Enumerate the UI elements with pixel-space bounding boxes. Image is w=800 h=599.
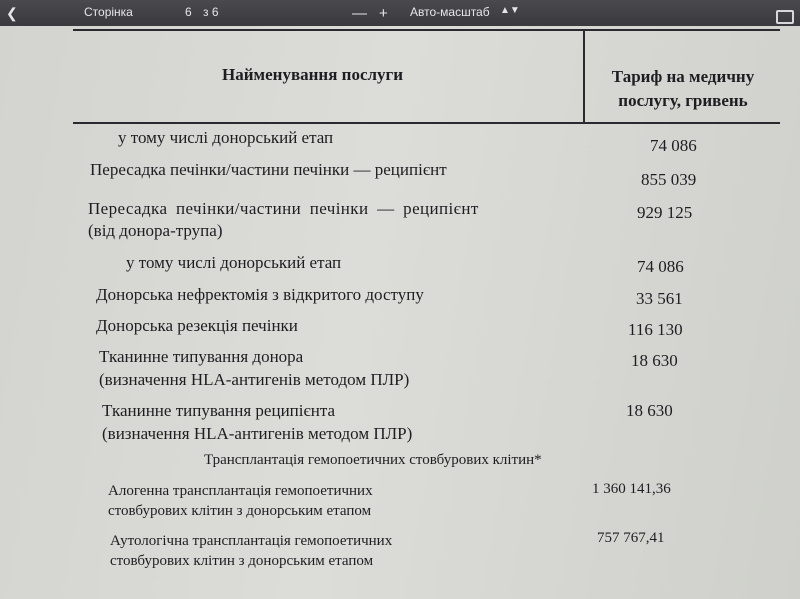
table-row-name: Донорська нефректомія з відкритого доступу [96,285,424,304]
header-tariff-line1: Тариф на медичну [611,67,755,86]
table-row-name: Пересадка печінки/частини печінки — реципієнт [90,160,447,179]
table-row-value: 74 086 [637,257,684,276]
table-row-value: 18 630 [626,401,673,420]
table-row-value: 116 130 [628,320,683,339]
table-row-name-cont: (визначення HLA-антигенів методом ПЛР) [99,370,410,389]
table-row-name-cont: (визначення HLA-антигенів методом ПЛР) [102,424,413,443]
table-row-value: 74 086 [650,136,697,155]
table-row-name-cont: стовбурових клітин з донорським етапом [110,553,374,569]
table-row-name: Тканинне типування реципієнта [102,401,336,420]
table-row-value: 929 125 [637,203,693,222]
table-row-name: Аутологічна трансплантація гемопоетичних [110,533,393,549]
table-row-name: у тому числі донорський етап [118,128,334,147]
page-number-input[interactable]: 6 [185,5,192,19]
table-row-value: 18 630 [631,351,678,370]
header-tariff [603,65,763,113]
document-page [0,26,800,599]
table-row-value: 855 039 [641,170,697,189]
section-title: Трансплантація гемопоетичних стовбурових клітин* [204,452,542,468]
table-row-name: Пересадка печінки/частини печінки — реципієнт [88,199,479,218]
page-label: Сторінка [84,5,133,19]
table-row-value: 1 360 141,36 [592,481,671,497]
zoom-select[interactable]: Авто-масштаб [410,5,490,19]
header-tariff-line2: послугу, гривень [618,91,748,110]
zoom-in-button[interactable]: + [379,5,388,22]
chevron-down-icon[interactable]: ▲▼ [500,5,520,16]
table-top-border [73,29,780,31]
header-column-divider [583,30,585,123]
table-row-value: 33 561 [636,289,683,308]
page-count: з 6 [203,5,219,19]
table-row-name-cont: стовбурових клітин з донорським етапом [108,503,372,519]
table-row-name-cont: (від донора-трупа) [88,221,223,240]
table-row-name: Тканинне типування донора [99,347,304,366]
header-service-name: Найменування послуги [222,65,404,84]
table-row-name: Донорська резекція печінки [96,316,298,335]
pdf-viewer-toolbar [0,0,800,26]
table-row-name: у тому числі донорський етап [126,253,342,272]
zoom-out-button[interactable]: — [352,5,367,22]
sidebar-toggle-icon[interactable]: ❮ [6,5,18,21]
table-row-value: 757 767,41 [597,530,665,546]
header-bottom-border [73,122,780,124]
table-row-name: Алогенна трансплантація гемопоетичних [108,483,373,499]
